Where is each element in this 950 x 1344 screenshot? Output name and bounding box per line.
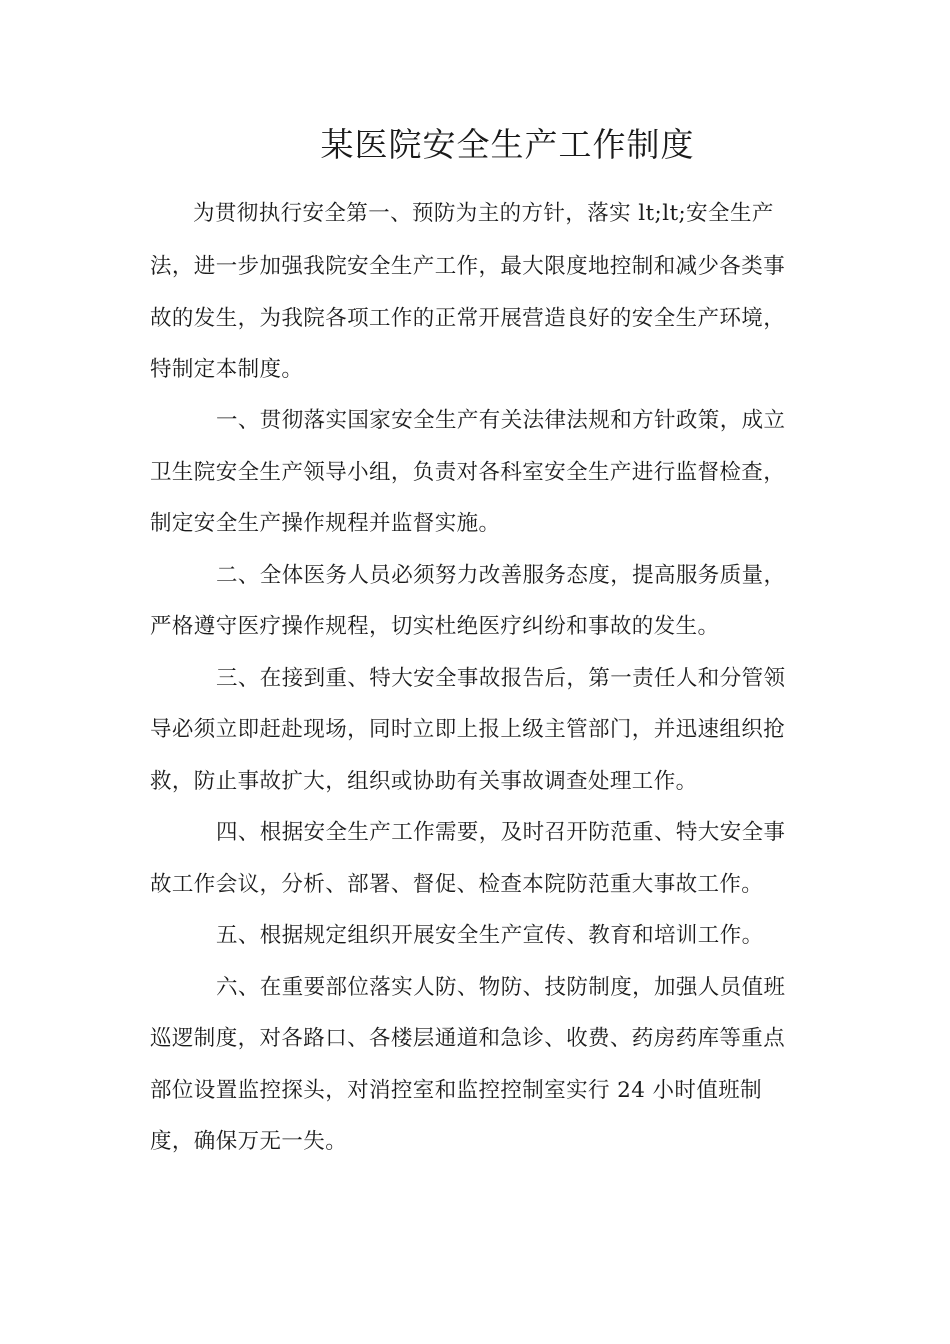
paragraph-line: 一、贯彻落实国家安全生产有关法律法规和方针政策，成立 xyxy=(216,408,786,433)
paragraph-line: 导必须立即赶赴现场，同时立即上报上级主管部门，并迅速组织抢 xyxy=(150,717,786,742)
paragraph-line: 三、在接到重、特大安全事故报告后，第一责任人和分管领 xyxy=(216,666,786,691)
paragraph-line: 特制定本制度。 xyxy=(150,357,304,382)
paragraph-line: 六、在重要部位落实人防、物防、技防制度，加强人员值班 xyxy=(216,975,786,1000)
paragraph-line: 法，进一步加强我院安全生产工作，最大限度地控制和减少各类事 xyxy=(150,254,786,279)
paragraph-line: 严格遵守医疗操作规程，切实杜绝医疗纠纷和事故的发生。 xyxy=(150,614,720,639)
paragraph-line: 故工作会议，分析、部署、督促、检查本院防范重大事故工作。 xyxy=(150,872,764,897)
paragraph-line: 故的发生，为我院各项工作的正常开展营造良好的安全生产环境， xyxy=(150,306,786,331)
paragraph-line: 巡逻制度，对各路口、各楼层通道和急诊、收费、药房药库等重点 xyxy=(150,1026,786,1051)
paragraph-line: 二、全体医务人员必须努力改善服务态度，提高服务质量， xyxy=(216,563,786,588)
paragraph-line: 部位设置监控探头，对消控室和监控控制室实行 24 小时值班制 xyxy=(150,1078,763,1103)
paragraph-line: 五、根据规定组织开展安全生产宣传、教育和培训工作。 xyxy=(216,923,764,948)
paragraph-line: 为贯彻执行安全第一、预防为主的方针，落实 lt;lt;安全生产 xyxy=(193,201,774,226)
paragraph-line: 卫生院安全生产领导小组，负责对各科室安全生产进行监督检查， xyxy=(150,460,786,485)
paragraph-line: 救，防止事故扩大，组织或协助有关事故调查处理工作。 xyxy=(150,769,698,794)
paragraph-line: 四、根据安全生产工作需要，及时召开防范重、特大安全事 xyxy=(216,820,786,845)
paragraph-line: 度，确保万无一失。 xyxy=(150,1129,348,1154)
document-title: 某医院安全生产工作制度 xyxy=(320,125,695,164)
paragraph-line: 制定安全生产操作规程并监督实施。 xyxy=(150,511,501,536)
